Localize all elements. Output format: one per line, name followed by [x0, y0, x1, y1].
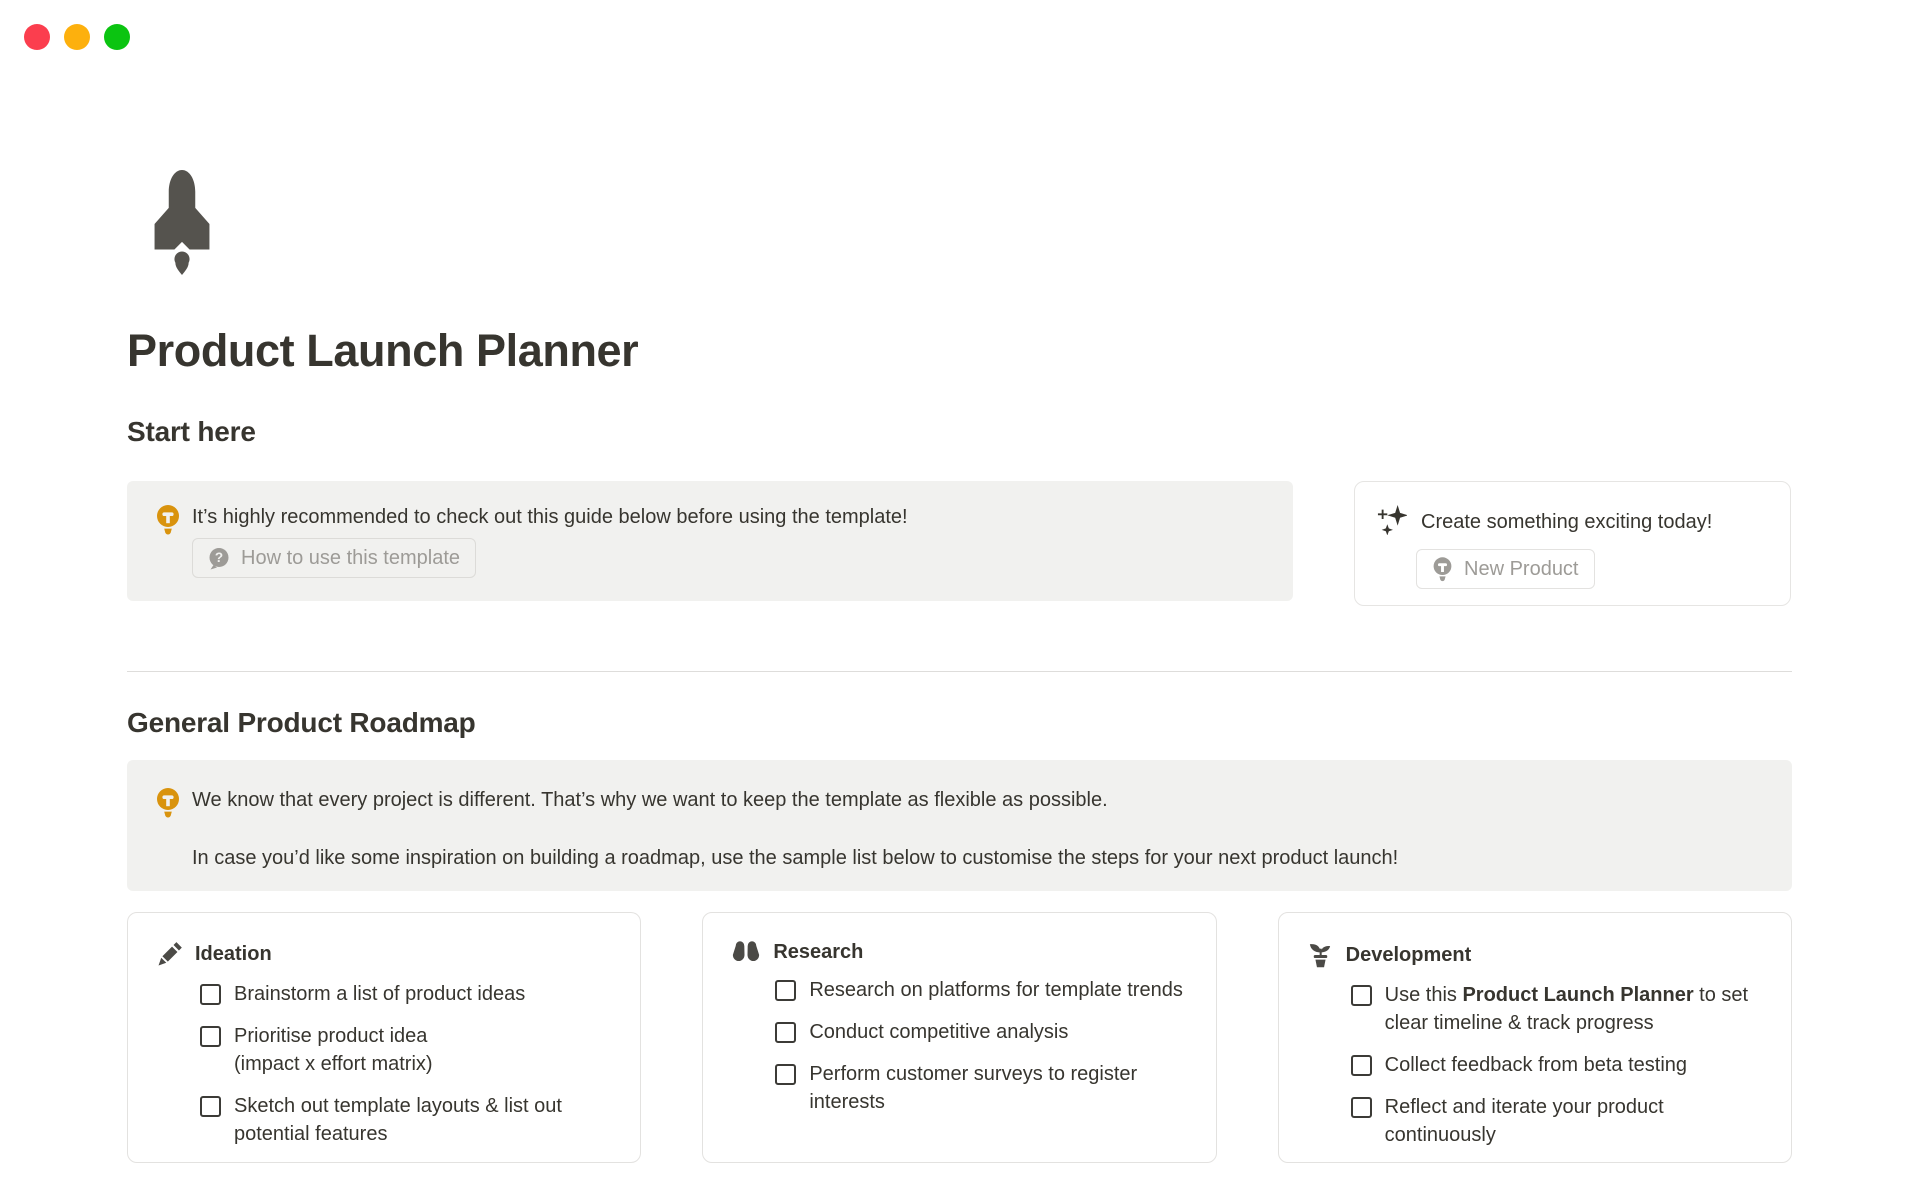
- todo-checkbox[interactable]: [775, 1064, 796, 1085]
- todo-label: Reflect and iterate your product continuously: [1384, 1096, 1664, 1146]
- pencil-icon: [156, 941, 183, 968]
- todo-checkbox[interactable]: [775, 1022, 796, 1043]
- how-to-use-template-label: How to use this template: [241, 546, 460, 569]
- todo-checkbox[interactable]: [1351, 1097, 1372, 1118]
- lightbulb-icon: [155, 787, 181, 872]
- todo-checkbox[interactable]: [200, 1096, 221, 1117]
- roadmap-callout-paragraph-1: We know that every project is different. That’s why we want to keep the template as flexible as possible.: [192, 789, 1108, 811]
- todo-item: [1351, 1044, 1773, 1086]
- question-bubble-icon: [208, 547, 230, 570]
- lightbulb-icon: [155, 504, 181, 578]
- card-title: Research: [773, 941, 864, 963]
- section-divider: [127, 671, 1792, 672]
- roadmap-callout: [127, 760, 1792, 891]
- start-section: [127, 481, 1792, 606]
- card-title: Ideation: [195, 943, 272, 965]
- todo-checkbox[interactable]: [200, 1026, 221, 1047]
- guide-callout: [127, 481, 1293, 601]
- create-card-text: Create something exciting today!: [1421, 511, 1713, 533]
- todo-item: [775, 1053, 1197, 1123]
- binoculars-icon: [731, 941, 761, 964]
- new-product-label: New Product: [1464, 557, 1579, 580]
- todo-item: [1351, 974, 1773, 1044]
- todo-item: [1351, 1086, 1773, 1156]
- todo-label: Research on platforms for template trends: [809, 979, 1183, 1001]
- how-to-use-template-button[interactable]: [192, 538, 476, 578]
- rocket-icon[interactable]: [150, 170, 214, 276]
- todo-list: [775, 969, 1197, 1123]
- card-title: Development: [1345, 943, 1472, 966]
- todo-label: Sketch out template layouts & list out potential features: [234, 1095, 562, 1145]
- todo-label: Collect feedback from beta testing: [1384, 1054, 1688, 1076]
- plant-icon: [1307, 941, 1334, 969]
- todo-label: Perform customer surveys to register interests: [809, 1063, 1138, 1113]
- todo-checkbox[interactable]: [1351, 985, 1372, 1006]
- guide-callout-text: It’s highly recommended to check out this guide below before using the template!: [192, 506, 908, 528]
- todo-item: [775, 1011, 1197, 1053]
- todo-checkbox[interactable]: [200, 984, 221, 1005]
- todo-label: Use this Product Launch Planner to set clear timeline & track progress: [1384, 984, 1749, 1034]
- todo-label: Brainstorm a list of product ideas: [234, 983, 526, 1005]
- roadmap-heading: General Product Roadmap: [127, 707, 476, 738]
- todo-checkbox[interactable]: [775, 980, 796, 1001]
- zoom-button[interactable]: [104, 24, 130, 50]
- todo-item: [200, 1015, 622, 1085]
- todo-item: [200, 1085, 622, 1155]
- create-product-card: [1354, 481, 1791, 606]
- start-here-heading: Start here: [127, 416, 256, 447]
- ideation-card: [127, 912, 641, 1163]
- page-title: Product Launch Planner: [127, 325, 639, 376]
- roadmap-callout-paragraph-2: In case you’d like some inspiration on building a roadmap, use the sample list below to customise the steps for your next product launch!: [192, 847, 1399, 869]
- lightbulb-icon: [1432, 556, 1453, 582]
- new-product-button[interactable]: [1416, 549, 1595, 589]
- todo-label: Prioritise product idea (impact x effort matrix): [234, 1025, 433, 1075]
- window-controls: [24, 24, 130, 50]
- todo-list: [200, 973, 622, 1155]
- todo-list: [1351, 974, 1773, 1156]
- minimize-button[interactable]: [64, 24, 90, 50]
- close-button[interactable]: [24, 24, 50, 50]
- todo-item: [775, 969, 1197, 1011]
- sparkles-icon: [1377, 504, 1407, 541]
- svg-text:?: ?: [214, 549, 224, 565]
- research-card: [702, 912, 1216, 1163]
- todo-label: Conduct competitive analysis: [809, 1021, 1069, 1043]
- development-card: [1278, 912, 1792, 1163]
- todo-item: [200, 973, 622, 1015]
- todo-checkbox[interactable]: [1351, 1055, 1372, 1076]
- roadmap-columns: [127, 912, 1792, 1163]
